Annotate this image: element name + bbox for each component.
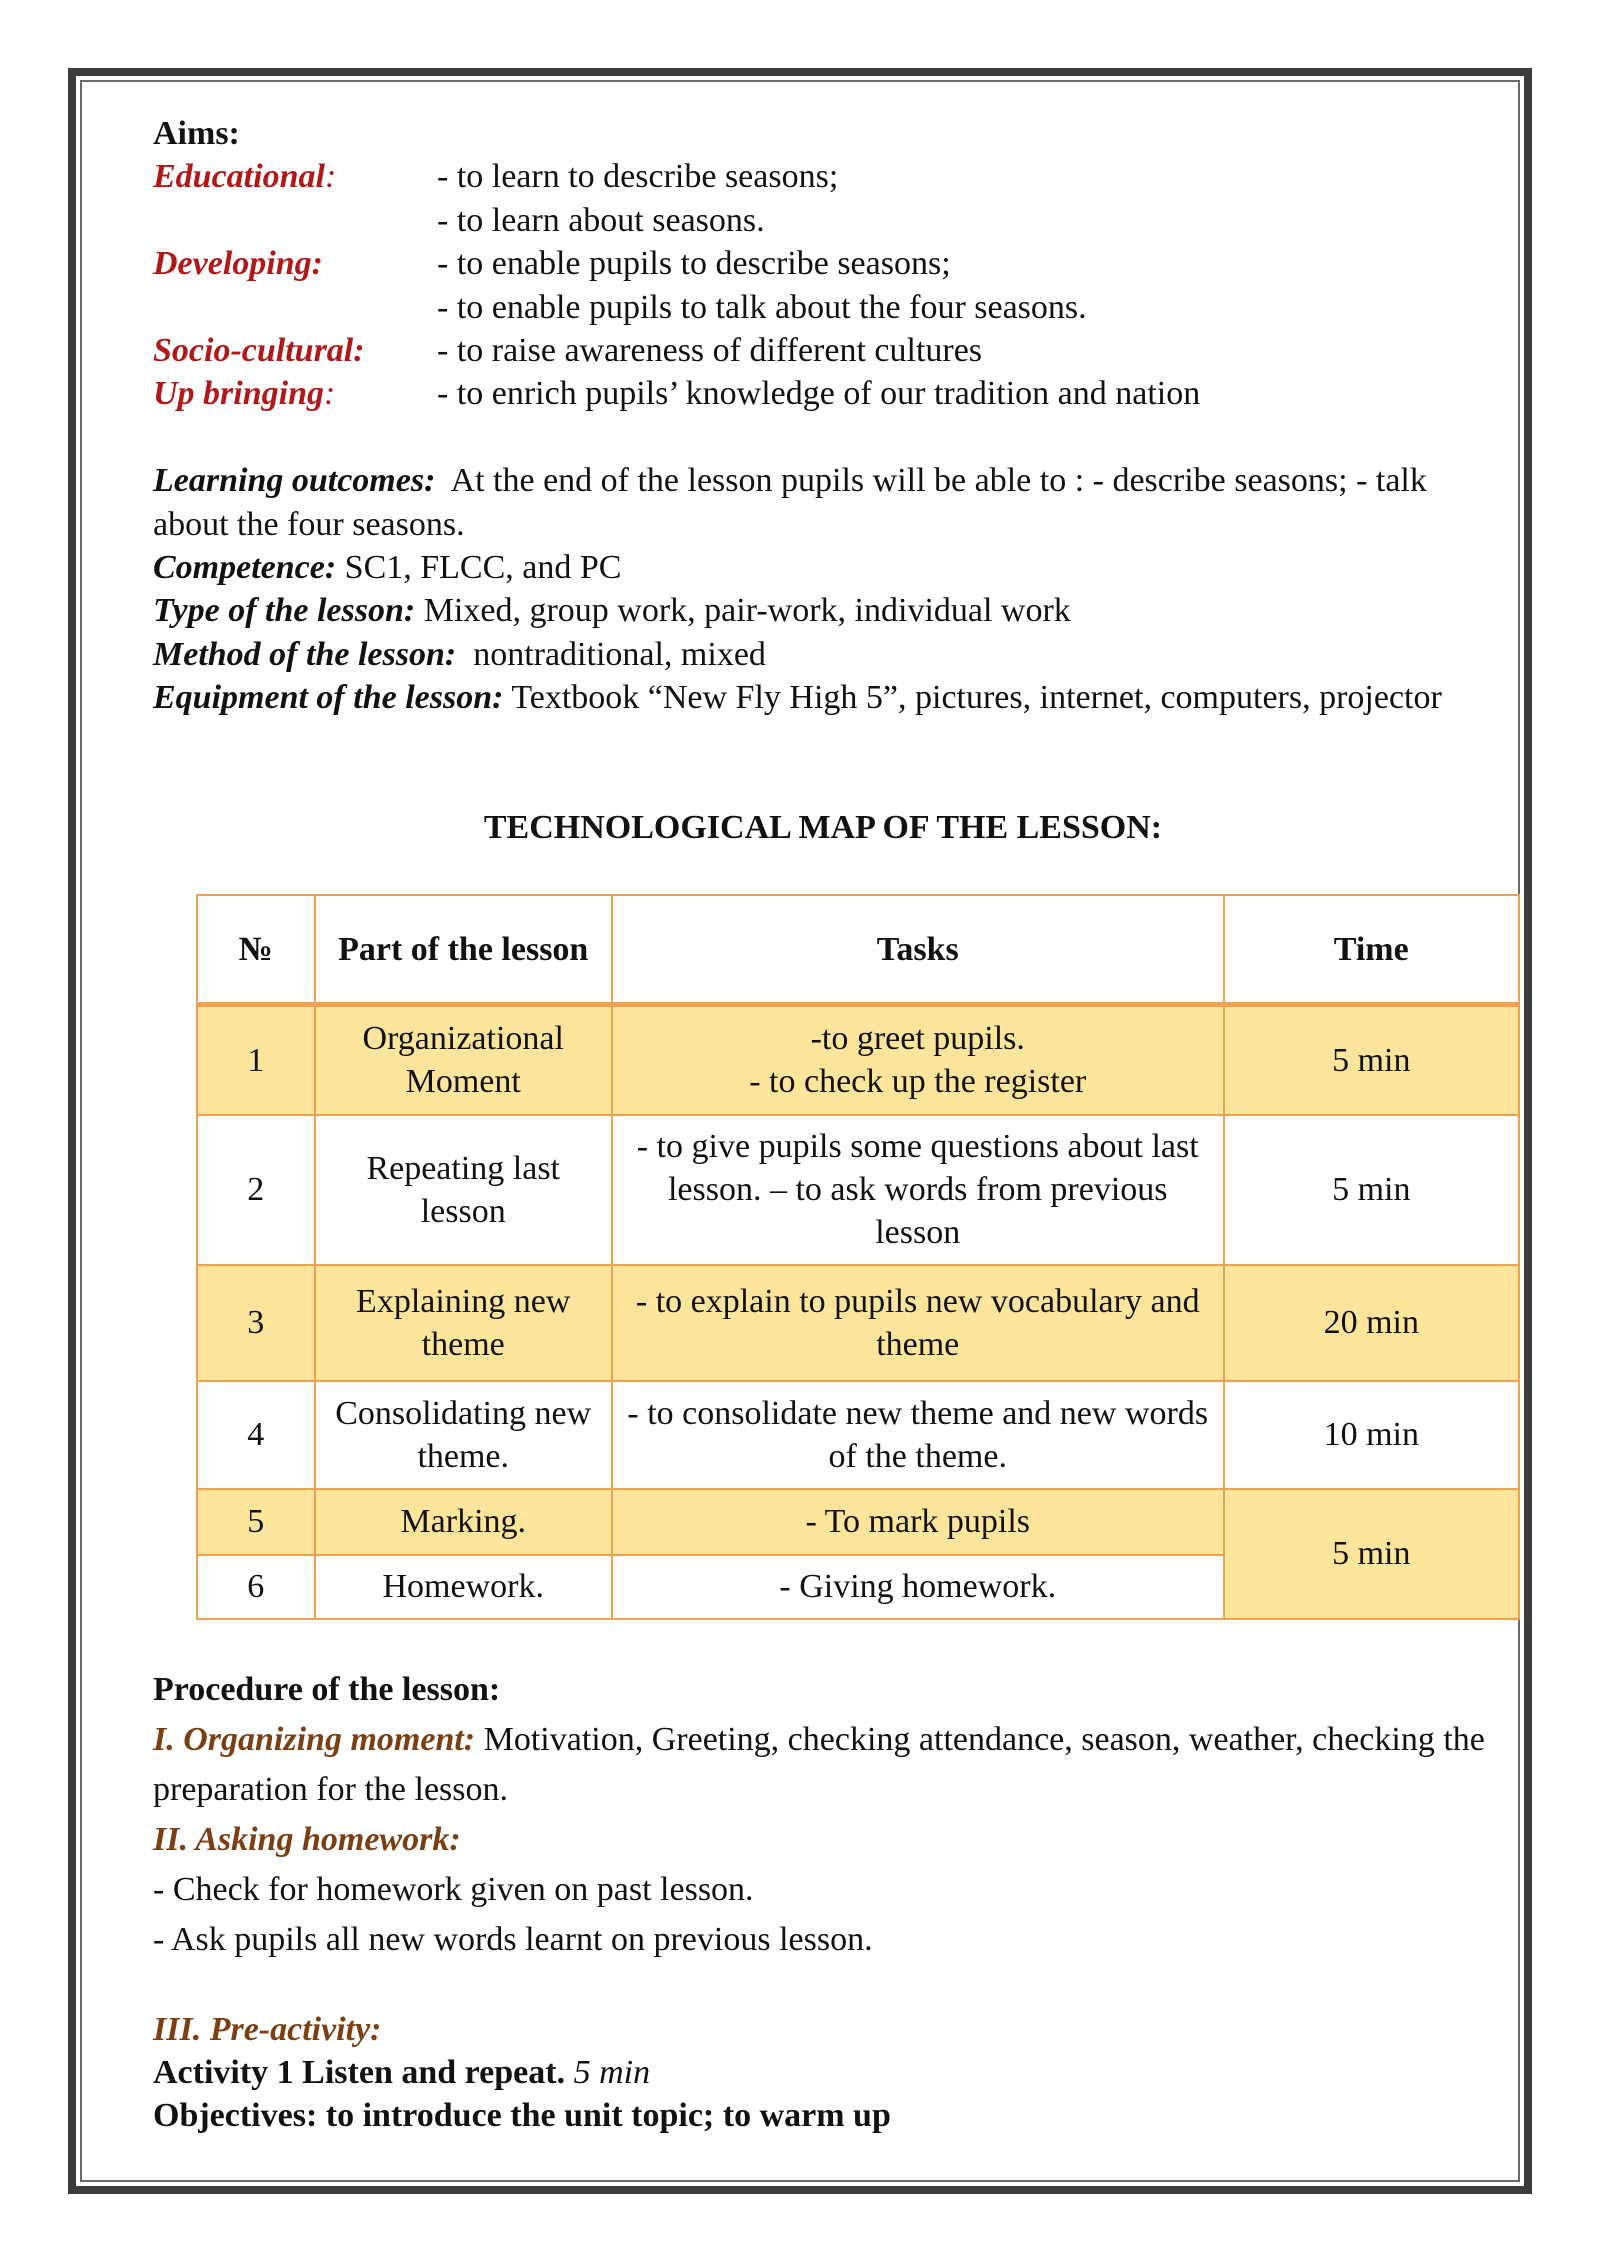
list-item: - Check for homework given on past lesson. [153, 1871, 754, 1908]
map-title: TECHNOLOGICAL MAP OF THE LESSON: [483, 809, 1163, 846]
aim-row [153, 242, 1493, 285]
aim-text: - to enable pupils to talk about the four seasons. [437, 288, 1087, 326]
table-row: 1 Organizational Moment -to greet pupils. - to check up the register 5 min [197, 1005, 1519, 1115]
aim-text: - to enable pupils to describe seasons; [437, 245, 951, 283]
table-row: 5 Marking. - To mark pupils 5 min [197, 1489, 1519, 1555]
aim-row: Educational: - to learn to describe seasons; [153, 155, 1493, 198]
activity-objectives: Objectives: to introduce the unit topic; to warm up [153, 2097, 891, 2134]
competence: Competence: SC1, FLCC, and PC [153, 549, 622, 587]
lesson-header [153, 112, 1493, 720]
aim-row [153, 329, 1493, 372]
aim-text: - to learn about seasons. [437, 201, 765, 239]
col-header-time: Time [1224, 895, 1519, 1005]
technological-map-table [196, 894, 1520, 1620]
table-row: 3 Explaining new theme - to explain to pupils new vocabulary and theme 20 min [197, 1265, 1519, 1381]
asking-homework-heading: II. Asking homework: [153, 1821, 461, 1858]
aim-text: - to learn to describe seasons; [437, 158, 839, 196]
col-header-number: № [197, 895, 315, 1005]
learning-outcomes: Learning outcomes: At the end of the lesson pupils will be able to : - describe seasons; - talk about the four seasons. [153, 462, 1427, 543]
aim-row [153, 286, 1493, 329]
table-header-row [197, 895, 1519, 1005]
col-header-tasks: Tasks [612, 895, 1224, 1005]
aim-row [153, 199, 1493, 242]
procedure-section [153, 1665, 1493, 2137]
lesson-method: Method of the lesson: nontraditional, mixed [153, 635, 766, 673]
list-item: - Ask pupils all new words learnt on previous lesson. [153, 1921, 873, 1958]
procedure-heading: Procedure of the lesson: [153, 1671, 501, 1708]
table-row: 2 Repeating last lesson - to give pupils some questions about last lesson. – to ask words from previous lesson 5 min [197, 1115, 1519, 1265]
aim-label-developing: Developing: [153, 245, 323, 283]
aim-label-upbringing: Up bringing [153, 375, 324, 413]
table-row: 6 Homework. - Giving homework. [197, 1555, 1519, 1619]
organizing-moment: I. Organizing moment: Motivation, Greeting, checking attendance, season, weather, checking the preparation for the lesson. [153, 1721, 1485, 1808]
col-header-part: Part of the lesson [315, 895, 612, 1005]
table-row: 4 Consolidating new theme. - to consolidate new theme and new words of the theme. 10 min [197, 1381, 1519, 1489]
activity-title: Activity 1 Listen and repeat. 5 min [153, 2054, 651, 2091]
aim-label-socio-cultural: Socio-cultural: [153, 332, 365, 370]
lesson-type: Type of the lesson: Mixed, group work, pair-work, individual work [153, 592, 1071, 630]
pre-activity-heading: III. Pre-activity: [153, 2011, 382, 2048]
lesson-equipment: Equipment of the lesson: Textbook “New Fly High 5”, pictures, internet, computers, projector [153, 679, 1442, 717]
aim-label-educational: Educational [153, 158, 325, 196]
aim-row: Up bringing: - to enrich pupils’ knowledge of our tradition and nation [153, 372, 1493, 415]
aim-text: - to raise awareness of different cultures [437, 332, 983, 370]
aim-text: - to enrich pupils’ knowledge of our tradition and nation [437, 375, 1201, 413]
aims-heading: Aims: [153, 115, 240, 152]
